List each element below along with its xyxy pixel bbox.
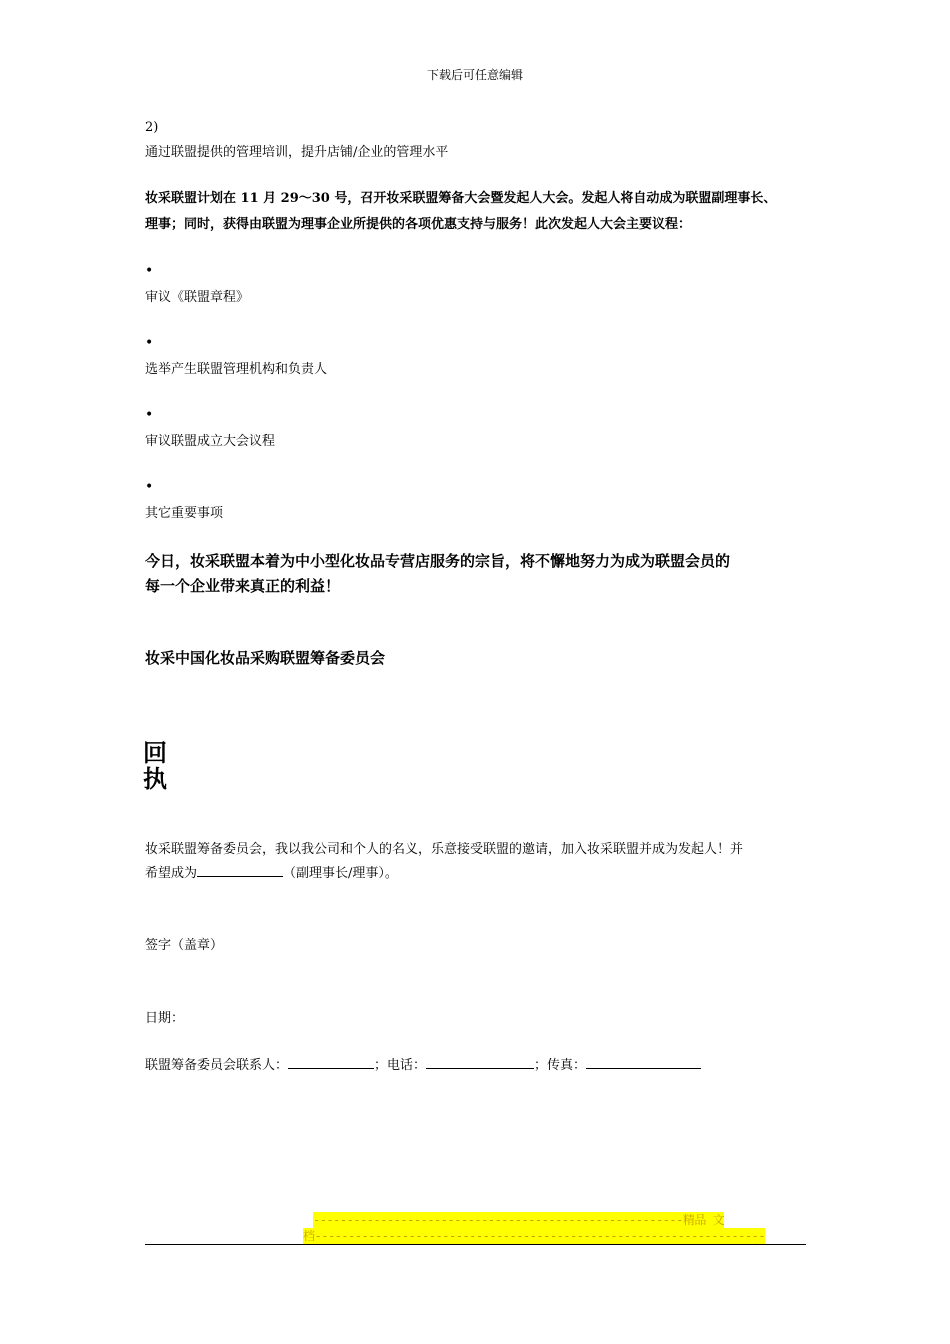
receipt-title-1: 回	[143, 738, 167, 767]
contact-line	[145, 1054, 701, 1078]
page-header: 下载后可任意编辑	[426, 68, 523, 82]
sign-label: 签字（盖章）	[145, 938, 224, 953]
phone-blank[interactable]	[426, 1056, 534, 1069]
closing-line-1: 今日，妆采联盟本着为中小型化妆品专营店服务的宗旨，将不懈地努力为成为联盟会员的	[145, 552, 731, 570]
bullet-icon: •	[145, 263, 154, 279]
agenda-item: 审议《联盟章程》	[145, 290, 250, 305]
agenda-item: 其它重要事项	[145, 506, 224, 521]
signature-org: 妆采中国化妆品采购联盟筹备委员会	[145, 649, 386, 667]
plan-line-1: 妆采联盟计划在 11 月 29～30 号，召开妆采联盟筹备大会暨发起人大会。发起人将自动成为联盟副理事长、	[145, 191, 777, 206]
footer-rule	[145, 1244, 806, 1245]
date-label: 日期：	[145, 1011, 185, 1026]
bullet-icon: •	[145, 335, 154, 351]
bullet-icon: •	[145, 479, 154, 495]
footer-line-1: -------------------------------------------------------精品 文	[313, 1213, 725, 1227]
closing-line-2: 每一个企业带来真正的利益！	[145, 577, 341, 595]
bullet-icon: •	[145, 407, 154, 423]
fax-label: ；传真：	[534, 1058, 587, 1073]
agenda-item: 选举产生联盟管理机构和负责人	[145, 362, 328, 377]
plan-line-2: 理事；同时，获得由联盟为理事企业所提供的各项优惠支持与服务！此次发起人大会主要议程：	[145, 217, 692, 232]
phone-label: ；电话：	[374, 1058, 427, 1073]
item-text: 通过联盟提供的管理培训，提升店铺/企业的管理水平	[145, 145, 449, 160]
receipt-title-2: 执	[143, 764, 167, 793]
contact-label: 联盟筹备委员会联系人：	[145, 1058, 289, 1073]
item-number: 2)	[145, 120, 159, 135]
role-blank[interactable]	[197, 864, 283, 877]
receipt-prefix: 希望成为	[145, 866, 198, 881]
contact-blank[interactable]	[288, 1056, 374, 1069]
receipt-body-line-2	[145, 862, 398, 886]
footer-line-2: 档-------------------------------------------------------------------	[303, 1229, 766, 1243]
receipt-body-line-1: 妆采联盟筹备委员会，我以我公司和个人的名义，乐意接受联盟的邀请，加入妆采联盟并成为发起人！并	[145, 842, 744, 857]
agenda-item: 审议联盟成立大会议程	[145, 434, 276, 449]
fax-blank[interactable]	[586, 1056, 701, 1069]
receipt-suffix: （副理事长/理事）。	[283, 866, 398, 881]
